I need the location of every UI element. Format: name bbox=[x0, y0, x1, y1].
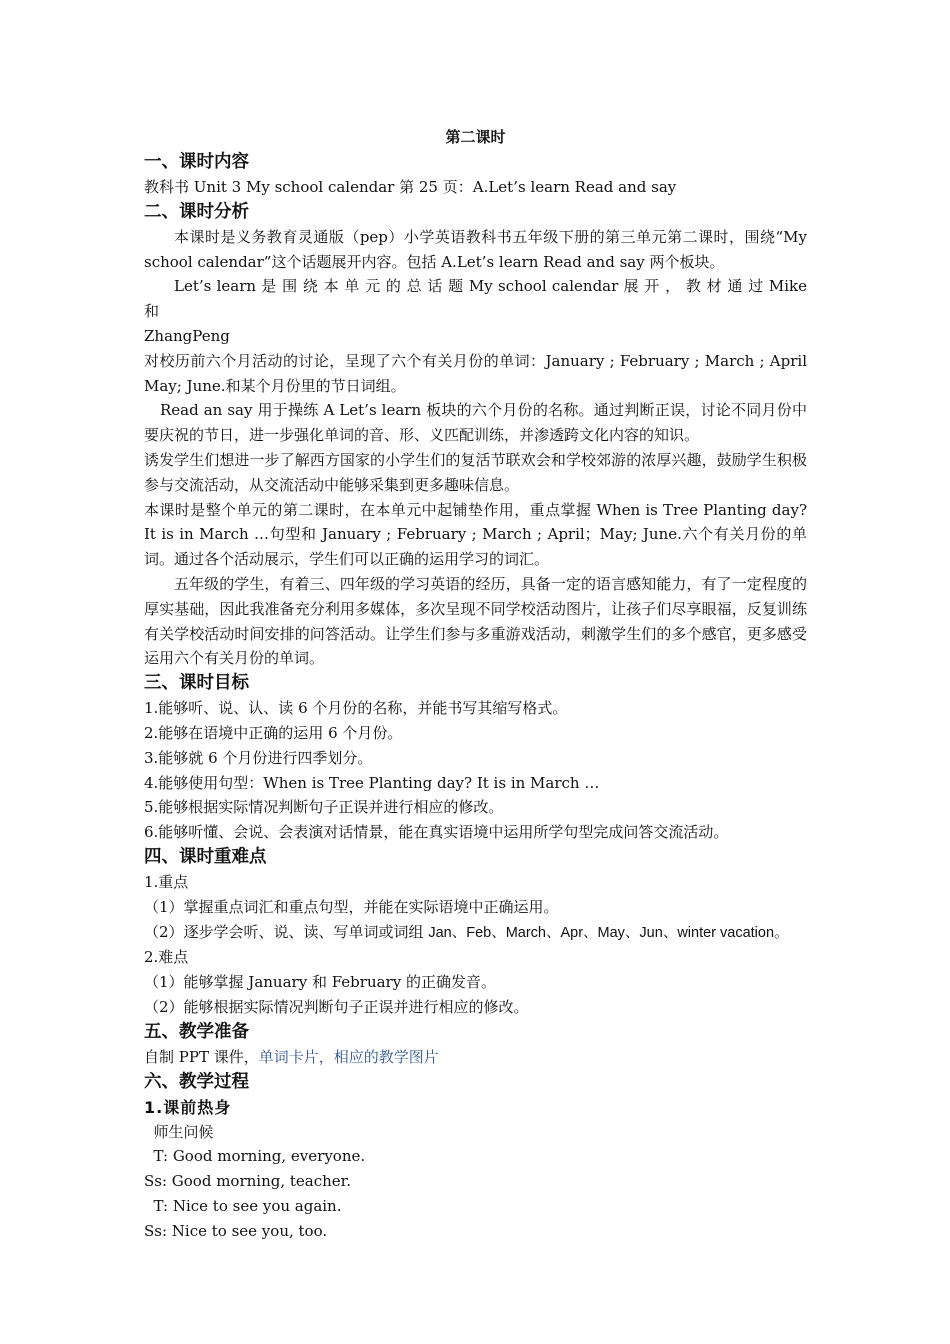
paragraph: Read an say 用于操练 A Let’s learn 板块的六个月份的名称。通过判断正误，讨论不同月份中要庆祝的节日，进一步强化单词的音、形、义匹配训练，并渗透跨文化内容的知识。 bbox=[144, 401, 807, 445]
list-item: 2.能够在语境中正确的运用 6 个月份。 bbox=[144, 723, 403, 742]
section-heading-analysis: 二、课时分析 bbox=[144, 201, 249, 222]
document-page bbox=[144, 124, 807, 1243]
preparation-text: 自制 PPT 课件， bbox=[144, 1047, 259, 1066]
dialogue-line: Ss: Good morning, teacher. bbox=[144, 1172, 351, 1191]
section-heading-preparation: 五、教学准备 bbox=[144, 1021, 249, 1042]
dialogue-line: Ss: Nice to see you, too. bbox=[144, 1221, 328, 1240]
list-item: 3.能够就 6 个月份进行四季划分。 bbox=[144, 748, 373, 767]
section-heading-goals: 三、课时目标 bbox=[144, 673, 249, 694]
list-item: （2）能够根据实际情况判断句子正误并进行相应的修改。 bbox=[144, 997, 529, 1016]
paragraph: 对校历前六个月活动的讨论，呈现了六个有关月份的单词：January ; February ; March ; April May; June.和某个月份里的节日词组。 bbox=[144, 351, 807, 395]
list-item: 4.能够使用句型：When is Tree Planting day? It is in March … bbox=[144, 773, 600, 792]
paragraph: 本课时是义务教育灵通版（pep）小学英语教科书五年级下册的第三单元第二课时，围绕“My school calendar”这个话题展开内容。包括 A.Let’s learn Read and say 两个板块。 bbox=[144, 227, 807, 271]
section-text bbox=[144, 1045, 807, 1070]
vocabulary-list: Jan、Feb、March、Apr、May、Jun、winter vacation bbox=[428, 924, 775, 941]
section-heading-process: 六、教学过程 bbox=[144, 1071, 249, 1092]
section-heading-content: 一、课时内容 bbox=[144, 152, 249, 172]
paragraph: Let’s learn 是 围 绕 本 单 元 的 总 话 题 My school calendar 展 开 ， 教 材 通 过 Mike 和 bbox=[144, 277, 807, 321]
paragraph: 五年级的学生，有着三、四年级的学习英语的经历，具备一定的语言感知能力，有了一定程度的厚实基础，因此我准备充分利用多媒体，多次呈现不同学校活动图片，让孩子们尽享眼福，反复训练有关学校活动时间安排的问答活动。让学生们参与多重游戏活动，刺激学生们的多个感官，更多感受运用六个有关月份的单词。 bbox=[144, 574, 807, 668]
dialogue-line: T: Nice to see you again. bbox=[144, 1196, 342, 1215]
list-item: （1）掌握重点词汇和重点句型，并能在实际语境中正确运用。 bbox=[144, 897, 559, 916]
list-item: 5.能够根据实际情况判断句子正误并进行相应的修改。 bbox=[144, 798, 504, 817]
dialogue-line: T: Good morning, everyone. bbox=[144, 1147, 366, 1166]
list-item: 1.能够听、说、认、读 6 个月份的名称，并能书写其缩写格式。 bbox=[144, 699, 568, 718]
paragraph: 诱发学生们想进一步了解西方国家的小学生们的复活节联欢会和学校郊游的浓厚兴趣，鼓励学生积极参与交流活动，从交流活动中能够采集到更多趣味信息。 bbox=[144, 450, 807, 494]
section-heading-key-points: 四、课时重难点 bbox=[144, 846, 267, 867]
paragraph: 本课时是整个单元的第二课时，在本单元中起铺垫作用，重点掌握 When is Tree Planting day? It is in March …句型和 January ; February ; March ; April；May; June.六个有关月份的单词。通过各个活动展示，学生们可以正确的运用学习的词汇。 bbox=[144, 500, 807, 569]
list-item: 2.难点 bbox=[144, 948, 189, 967]
list-item: （1）能够掌握 January 和 February 的正确发音。 bbox=[144, 973, 496, 992]
dialogue-line: 师生问候 bbox=[144, 1122, 214, 1141]
list-item bbox=[144, 920, 807, 946]
paragraph: ZhangPeng bbox=[144, 326, 230, 345]
preparation-highlight: 单词卡片，相应的教学图片 bbox=[258, 1047, 439, 1066]
page-title: 第二课时 bbox=[445, 128, 506, 146]
section-text: 教科书 Unit 3 My school calendar 第 25 页：A.Let’s learn Read and say bbox=[144, 178, 677, 196]
list-item: 1.重点 bbox=[144, 872, 189, 891]
list-item: 6.能够听懂、会说、会表演对话情景，能在真实语境中运用所学句型完成问答交流活动。 bbox=[144, 823, 729, 842]
punctuation: 。 bbox=[774, 922, 790, 941]
subsection-heading: 1.课前热身 bbox=[144, 1097, 232, 1117]
list-item-text: （2）逐步学会听、说、读、写单词或词组 bbox=[144, 922, 429, 941]
